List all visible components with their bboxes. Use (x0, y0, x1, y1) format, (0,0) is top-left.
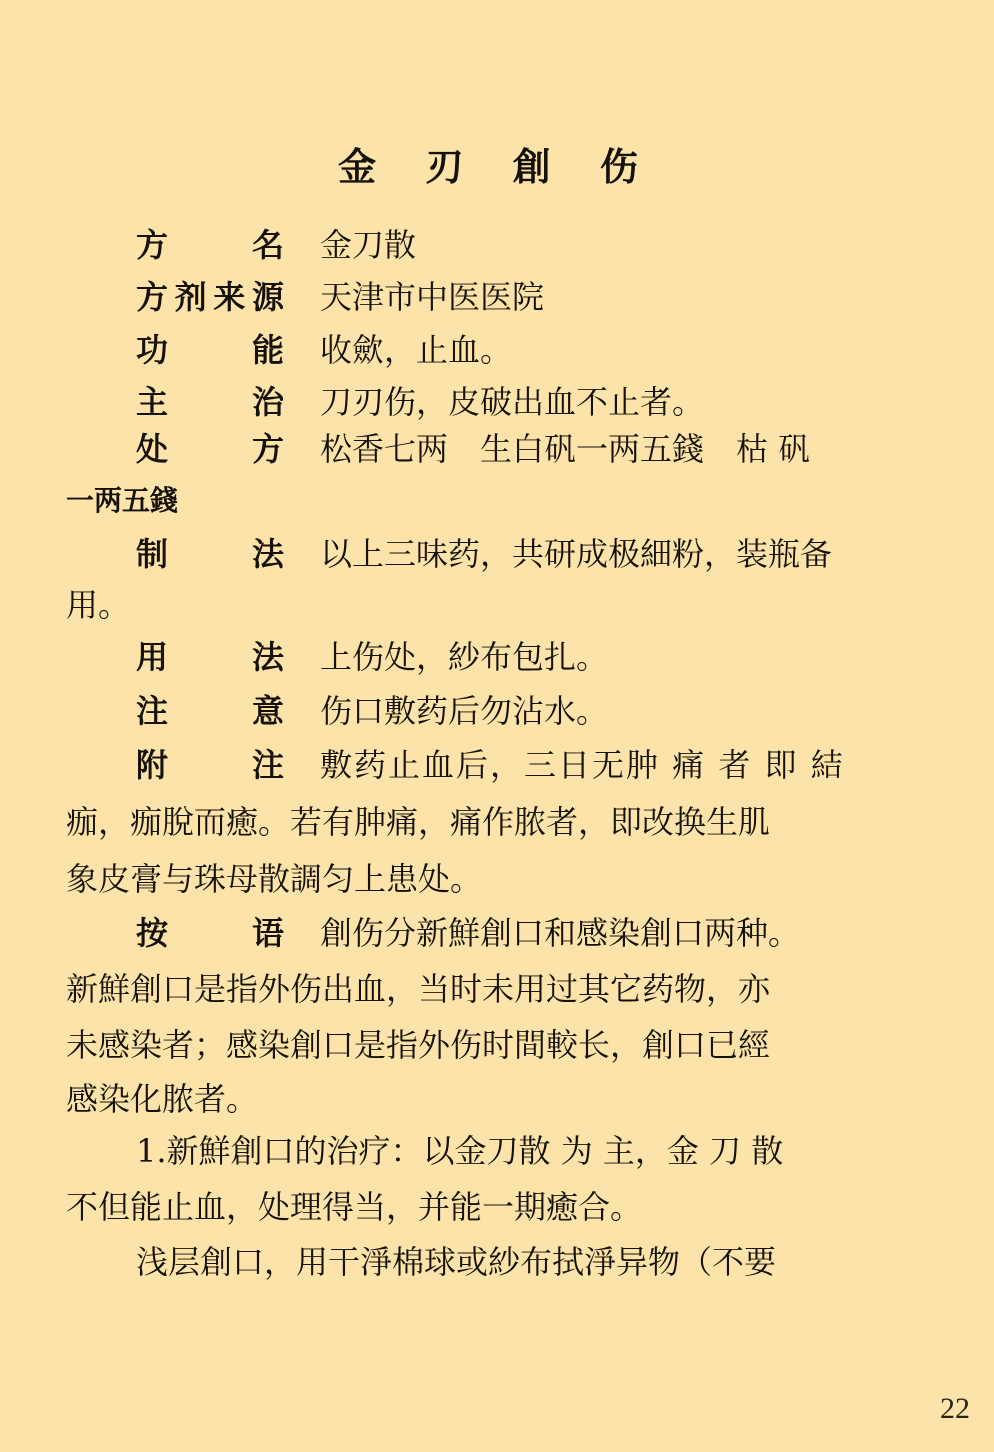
text-gongneng: 收歛，止血。 (320, 331, 513, 369)
text-anyu-cont-2: 未感染者；感染創口是指外伤时間較长，創口已經 (66, 1026, 771, 1064)
paragraph-1-line-2: 不但能止血，处理得当，并能一期癒合。 (66, 1188, 643, 1226)
text-chufang: 松香七两 生白矾一两五錢 枯 矾 (320, 430, 811, 468)
text-anyu: 創伤分新鮮創口和感染創口两种。 (320, 914, 801, 952)
label-zhifa: 制 法 (136, 535, 284, 573)
text-yongfa: 上伤处，紗布包扎。 (320, 638, 609, 676)
text-zhifa: 以上三味药，共研成极細粉，装瓶备 (320, 535, 833, 573)
label-fuzhu: 附 注 (136, 746, 284, 784)
paragraph-1-line-1: 1.新鮮創口的治疗：以金刀散 为 主，金 刀 散 (136, 1132, 784, 1170)
paragraph-2-line-1: 浅层創口，用干淨棉球或紗布拭淨异物（不要 (136, 1243, 777, 1281)
label-chufang: 处 方 (136, 430, 284, 468)
page-number: 22 (940, 1392, 970, 1425)
text-fuzhu-cont-2: 象皮膏与珠母散調匀上患处。 (66, 860, 483, 898)
text-anyu-cont-3: 感染化脓者。 (66, 1080, 259, 1118)
text-chufang-cont: 一两五錢 (66, 484, 179, 517)
label-anyu: 按 语 (136, 914, 284, 952)
text-fuzhu-cont-1: 痂，痂脫而癒。若有肿痛，痛作脓者，即改换生肌 (66, 803, 771, 841)
label-source: 方剂来源 (136, 278, 284, 316)
text-zhuzhi: 刀刃伤，皮破出血不止者。 (320, 383, 705, 421)
label-zhuzhi: 主 治 (136, 383, 284, 421)
page-title: 金 刃 創 伤 (338, 144, 656, 189)
label-gongneng: 功 能 (136, 331, 284, 369)
text-fangming: 金刀散 (320, 226, 417, 264)
label-yongfa: 用 法 (136, 638, 284, 676)
text-zhifa-cont: 用。 (66, 586, 131, 624)
text-anyu-cont-1: 新鮮創口是指外伤出血，当时未用过其它药物，亦 (66, 970, 771, 1008)
text-zhuyi: 伤口敷药后勿沾水。 (320, 692, 609, 730)
label-zhuyi: 注 意 (136, 692, 284, 730)
label-fangming: 方 名 (136, 226, 284, 264)
text-source: 天津市中医医院 (320, 278, 545, 316)
text-fuzhu: 敷药止血后，三日无肿 痛 者 即 結 (320, 746, 845, 784)
